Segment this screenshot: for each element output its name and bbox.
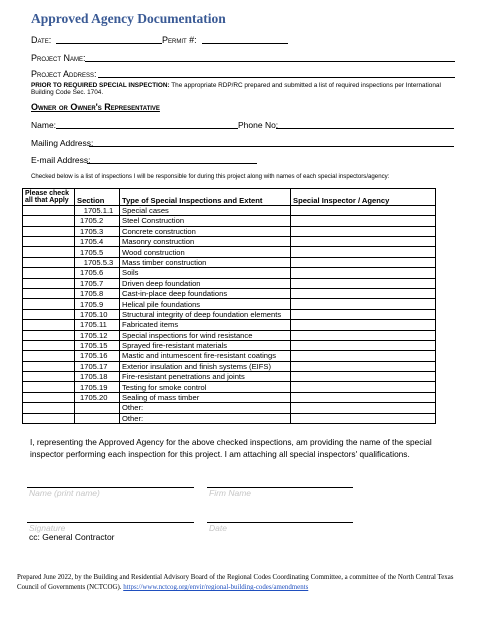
section-cell: 1705.3 [75,226,120,236]
table-row [23,340,436,350]
owner-heading: Owner or Owner's Representative [31,102,160,112]
prior-inspection-notice [31,82,451,97]
table-row [23,205,436,215]
section-cell: 1705.8 [75,288,120,298]
check-cell[interactable] [23,278,75,288]
table-row [23,351,436,361]
section-cell [75,413,120,423]
table-row [23,278,436,288]
section-cell: 1705.6 [75,268,120,278]
check-cell[interactable] [23,382,75,392]
type-cell: Exterior insulation and finish systems (EIFS) [120,361,291,371]
inspector-cell[interactable] [291,382,436,392]
type-cell: Mass timber construction [120,257,291,267]
check-column-header: Please check all that Apply [23,189,75,206]
inspector-cell[interactable] [291,247,436,257]
check-cell[interactable] [23,299,75,309]
check-cell[interactable] [23,403,75,413]
name-print-label: Name (print name) [29,488,100,498]
type-cell: Testing for smoke control [120,382,291,392]
table-row [23,236,436,246]
type-cell: Steel Construction [120,216,291,226]
section-cell: 1705.5 [75,247,120,257]
phone-field[interactable] [276,128,454,129]
table-row [23,320,436,330]
footer-text: Prepared June 2022, by the Building and Residential Advisory Board of the Regional Codes Coordinating Committee, a committee of the North Central Texas Council of Governments (NCTCOG). [17,574,454,591]
inspector-cell[interactable] [291,330,436,340]
inspector-cell[interactable] [291,288,436,298]
section-cell: 1705.12 [75,330,120,340]
section-cell: 1705.20 [75,392,120,402]
section-cell: 1705.15 [75,340,120,350]
inspector-cell[interactable] [291,236,436,246]
check-cell[interactable] [23,288,75,298]
inspector-cell[interactable] [291,268,436,278]
inspector-cell[interactable] [291,216,436,226]
type-cell: Sprayed fire-resistant materials [120,340,291,350]
notice-text: The appropriate RDP/RC prepared and submitted a list of required inspections per International Building Code Sec. 1704. [31,82,441,97]
table-row [23,257,436,267]
type-cell: Mastic and intumescent fire-resistant coatings [120,351,291,361]
email-label: E-mail Address: [31,155,91,165]
table-row [23,413,436,423]
section-cell: 1705.18 [75,372,120,382]
section-cell: 1705.1.1 [75,205,120,215]
type-cell: Other: [120,403,291,413]
notice-heading: PRIOR TO REQUIRED SPECIAL INSPECTION: [31,82,170,89]
page-title: Approved Agency Documentation [31,11,226,26]
inspector-cell[interactable] [291,392,436,402]
check-cell[interactable] [23,236,75,246]
inspector-cell[interactable] [291,372,436,382]
table-header-row [23,189,436,206]
date-label: Date: [31,35,52,45]
inspector-cell[interactable] [291,361,436,371]
section-cell: 1705.10 [75,309,120,319]
inspector-cell[interactable] [291,309,436,319]
owner-name-label: Name: [31,120,57,130]
type-column-header: Type of Special Inspections and Extent [120,189,291,206]
type-cell: Special cases [120,205,291,215]
permit-label: Permit #: [162,35,197,45]
footer-note [17,573,462,593]
date-field[interactable] [56,43,162,44]
check-cell[interactable] [23,330,75,340]
section-column-header: Section [75,189,120,206]
inspector-column-header: Special Inspector / Agency [291,189,436,206]
agency-statement: I, representing the Approved Agency for the above checked inspections, am providing the name of the special inspector performing each inspection for this project. I am attaching all special inspectors' qualifications. [30,437,432,459]
type-cell: Special inspections for wind resistance [120,330,291,340]
section-cell: 1705.9 [75,299,120,309]
firm-name-label: Firm Name [209,488,252,498]
email-field[interactable] [87,163,257,164]
check-cell[interactable] [23,257,75,267]
type-cell: Driven deep foundation [120,278,291,288]
project-address-label: Project Address: [31,69,97,79]
mailing-field[interactable] [89,146,454,147]
instructions-text: Checked below is a list of inspections I will be responsible for during this project along with names of each special inspectors/agency: [31,173,390,180]
type-cell: Sealing of mass timber [120,392,291,402]
check-cell[interactable] [23,216,75,226]
check-cell[interactable] [23,340,75,350]
project-name-label: Project Name: [31,53,86,63]
permit-field[interactable] [202,43,288,44]
check-cell[interactable] [23,205,75,215]
inspector-cell[interactable] [291,257,436,267]
section-cell: 1705.16 [75,351,120,361]
type-cell: Fabricated items [120,320,291,330]
section-cell: 1705.19 [75,382,120,392]
table-row [23,309,436,319]
inspector-cell[interactable] [291,413,436,423]
type-cell: Concrete construction [120,226,291,236]
table-row [23,299,436,309]
type-cell: Helical pile foundations [120,299,291,309]
check-cell[interactable] [23,372,75,382]
project-address-field[interactable] [98,77,455,78]
table-row [23,403,436,413]
table-row [23,382,436,392]
table-row [23,288,436,298]
owner-name-field[interactable] [56,128,238,129]
table-row [23,372,436,382]
section-cell: 1705.17 [75,361,120,371]
inspector-cell[interactable] [291,278,436,288]
date-signature-label: Date [209,523,227,533]
phone-label: Phone No: [238,120,279,130]
table-row [23,247,436,257]
inspector-cell[interactable] [291,351,436,361]
inspector-cell[interactable] [291,226,436,236]
check-cell[interactable] [23,320,75,330]
check-cell[interactable] [23,268,75,278]
type-cell: Soils [120,268,291,278]
check-cell[interactable] [23,392,75,402]
mailing-label: Mailing Address: [31,138,94,148]
check-cell[interactable] [23,413,75,423]
footer-link[interactable]: https://www.nctcog.org/envir/regional-building-codes/amendments [123,584,309,591]
inspector-cell[interactable] [291,340,436,350]
table-row [23,268,436,278]
type-cell: Masonry construction [120,236,291,246]
check-cell[interactable] [23,351,75,361]
date-signature-line[interactable] [207,522,353,523]
section-cell: 1705.7 [75,278,120,288]
inspector-cell[interactable] [291,205,436,215]
table-row [23,361,436,371]
section-cell: 1705.11 [75,320,120,330]
section-cell: 1705.5.3 [75,257,120,267]
section-cell [75,403,120,413]
type-cell: Structural integrity of deep foundation elements [120,309,291,319]
table-row [23,216,436,226]
check-cell[interactable] [23,247,75,257]
type-cell: Other: [120,413,291,423]
inspector-cell[interactable] [291,320,436,330]
signature-label: Signature [29,523,66,533]
type-cell: Wood construction [120,247,291,257]
section-cell: 1705.4 [75,236,120,246]
check-cell[interactable] [23,361,75,371]
type-cell: Cast-in-place deep foundations [120,288,291,298]
check-cell[interactable] [23,309,75,319]
cc-general-contractor: cc: General Contractor [29,532,115,542]
inspector-cell[interactable] [291,403,436,413]
type-cell: Fire-resistant penetrations and joints [120,372,291,382]
project-name-field[interactable] [85,61,455,62]
section-cell: 1705.2 [75,216,120,226]
inspector-cell[interactable] [291,299,436,309]
inspections-table [22,188,436,424]
inspections-table-body [23,205,436,423]
table-row [23,226,436,236]
check-cell[interactable] [23,226,75,236]
table-row [23,392,436,402]
table-row [23,330,436,340]
